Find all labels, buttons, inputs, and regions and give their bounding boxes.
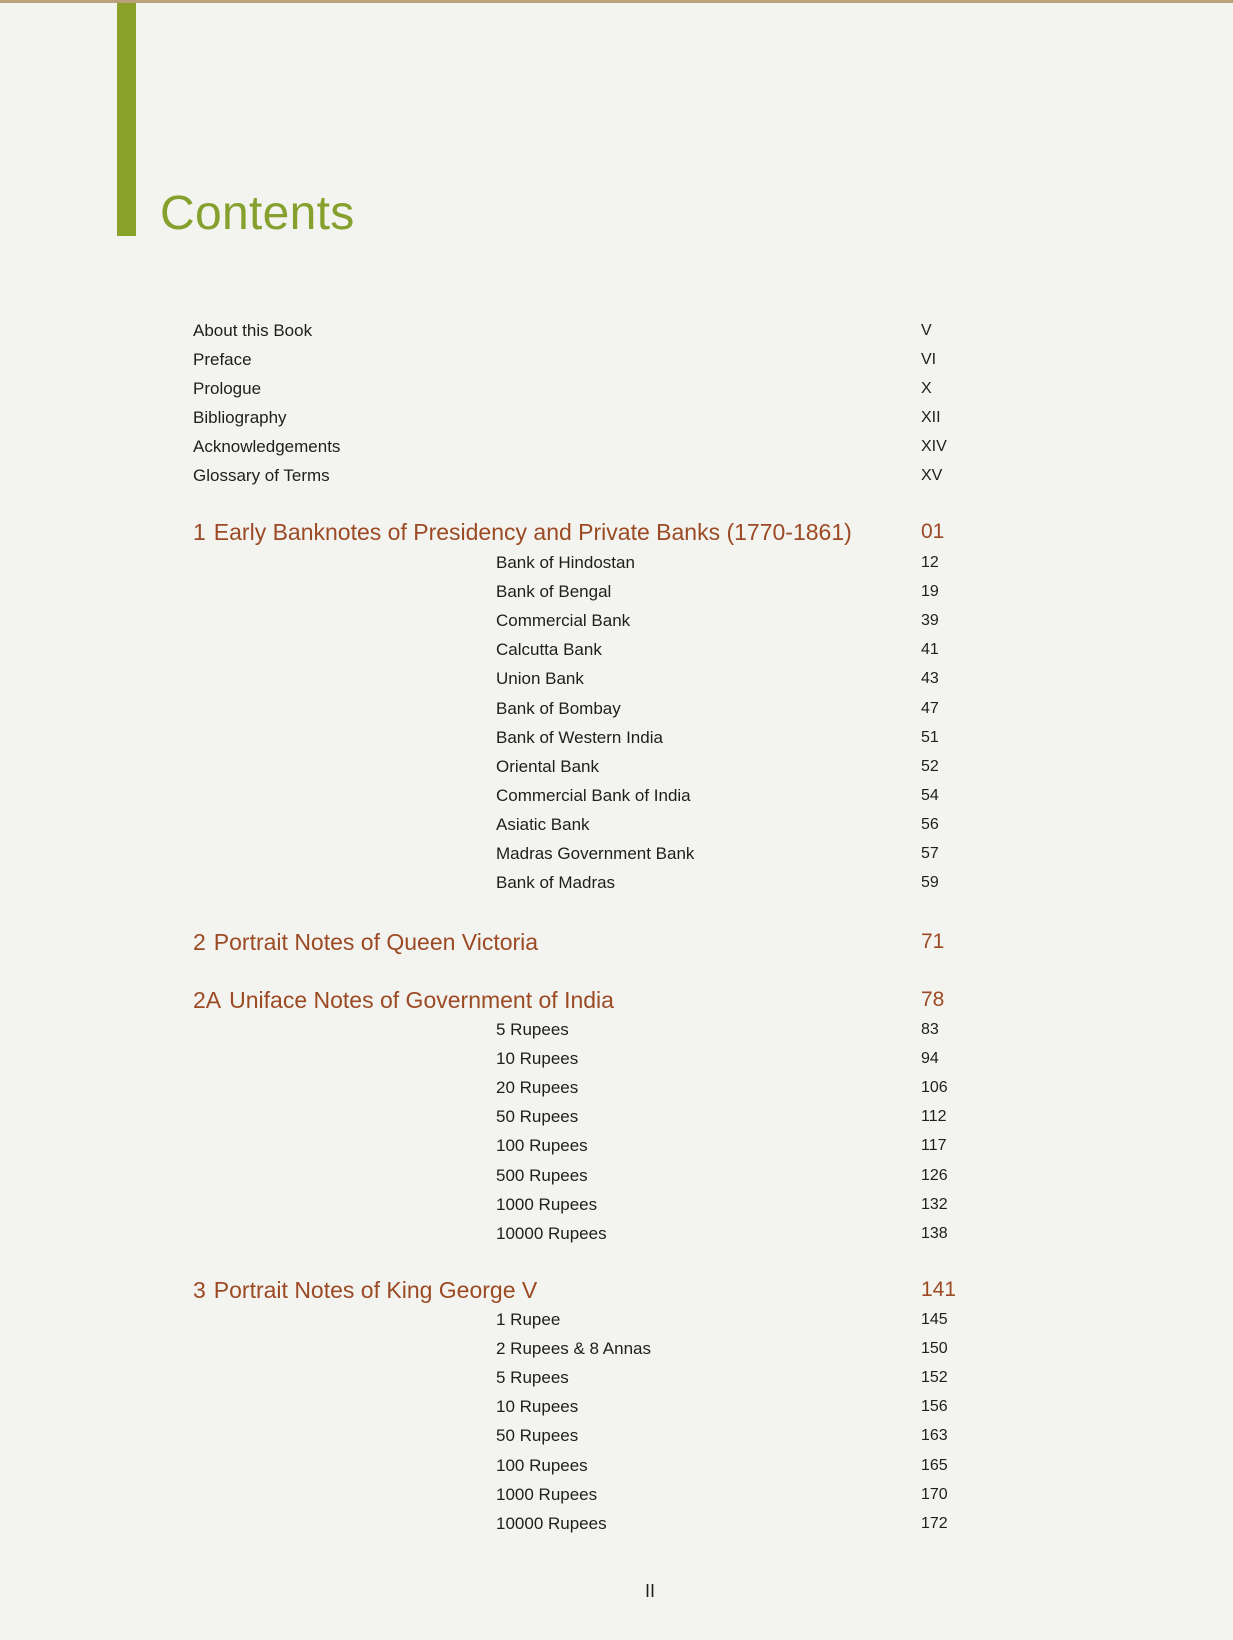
toc-entry-page: 172 — [921, 1515, 948, 1532]
toc-entry-row — [496, 754, 973, 780]
chapter-number: 1 — [193, 519, 206, 545]
toc-entry-label: Asiatic Bank — [496, 815, 590, 834]
chapter-title-text: Early Banknotes of Presidency and Private Banks (1770-1861) — [213, 519, 852, 545]
toc-entry-row — [496, 1336, 973, 1362]
toc-entry-page: 19 — [921, 583, 939, 600]
chapter-heading — [193, 515, 983, 549]
page-top-edge — [0, 0, 1233, 3]
front-matter-row — [193, 463, 973, 489]
front-matter-label: Preface — [193, 350, 252, 369]
toc-entry-page: 150 — [921, 1340, 948, 1357]
front-matter-row — [193, 376, 973, 402]
chapter-number: 2 — [193, 929, 206, 955]
toc-entry-page: 51 — [921, 729, 939, 746]
toc-entry-label: 1000 Rupees — [496, 1195, 598, 1214]
chapter-page: 141 — [921, 1278, 957, 1301]
front-matter-row — [193, 347, 973, 373]
chapter-heading — [193, 983, 983, 1017]
toc-entry-row — [496, 725, 973, 751]
toc-entry-row — [496, 1423, 973, 1449]
toc-entry-label: 1000 Rupees — [496, 1485, 598, 1504]
toc-entry-page: 152 — [921, 1369, 948, 1386]
toc-entry-label: Bank of Madras — [496, 873, 616, 892]
toc-entry-page: 156 — [921, 1398, 948, 1415]
toc-entry-page: 41 — [921, 641, 939, 658]
toc-entry-page: 47 — [921, 700, 939, 717]
toc-entry-page: 163 — [921, 1427, 948, 1444]
toc-entry-row — [496, 1453, 973, 1479]
toc-entry-page: 57 — [921, 845, 939, 862]
toc-entry-page: 94 — [921, 1050, 939, 1067]
front-matter-page: V — [921, 322, 932, 339]
toc-entry-label: 500 Rupees — [496, 1166, 588, 1185]
toc-entry-label: 50 Rupees — [496, 1426, 579, 1445]
chapter-number: 3 — [193, 1277, 206, 1303]
toc-entry-label: Commercial Bank of India — [496, 786, 691, 805]
toc-entry-row — [496, 783, 973, 809]
toc-entry-label: Madras Government Bank — [496, 844, 695, 863]
toc-entry-label: 5 Rupees — [496, 1020, 569, 1039]
toc-entry-page: 126 — [921, 1167, 948, 1184]
toc-entry-row — [496, 696, 973, 722]
chapter-title — [193, 925, 538, 959]
chapter-page: 01 — [921, 520, 945, 543]
chapter-title-text: Portrait Notes of Queen Victoria — [213, 929, 539, 955]
page-title: Contents — [160, 187, 355, 240]
front-matter-page: XII — [921, 409, 941, 426]
toc-entry-page: 12 — [921, 554, 939, 571]
toc-entry-page: 54 — [921, 787, 939, 804]
toc-entry-row — [496, 812, 973, 838]
front-matter-label: Acknowledgements — [193, 437, 341, 456]
toc-entry-row — [496, 1394, 973, 1420]
toc-entry-row — [496, 666, 973, 692]
toc-entry-row — [496, 1221, 973, 1247]
toc-entry-row — [496, 1192, 973, 1218]
toc-entry-row — [496, 1017, 973, 1043]
chapter-title — [193, 983, 614, 1017]
front-matter-row — [193, 318, 973, 344]
toc-entry-page: 59 — [921, 874, 939, 891]
toc-entry-row — [496, 579, 973, 605]
toc-entry-row — [496, 1307, 973, 1333]
page-number: II — [644, 1581, 655, 1601]
front-matter-page: XV — [921, 467, 943, 484]
toc-entry-row — [496, 1075, 973, 1101]
chapter-title — [193, 1273, 537, 1307]
front-matter-row — [193, 405, 973, 431]
front-matter-page: X — [921, 380, 932, 397]
toc-entry-label: 5 Rupees — [496, 1368, 569, 1387]
chapter-heading — [193, 1273, 983, 1307]
chapter-title — [193, 515, 852, 549]
front-matter-page: XIV — [921, 438, 947, 455]
toc-entry-label: Bank of Bengal — [496, 582, 612, 601]
accent-bar — [117, 3, 136, 236]
toc-entry-row — [496, 1163, 973, 1189]
toc-entry-label: Calcutta Bank — [496, 640, 602, 659]
toc-entry-row — [496, 841, 973, 867]
toc-entry-page: 52 — [921, 758, 939, 775]
toc-entry-row — [496, 1482, 973, 1508]
toc-entry-row — [496, 637, 973, 663]
toc-entry-label: 100 Rupees — [496, 1456, 588, 1475]
toc-entry-page: 43 — [921, 670, 939, 687]
toc-entry-label: Oriental Bank — [496, 757, 599, 776]
toc-entry-page: 138 — [921, 1225, 948, 1242]
toc-entry-label: Bank of Hindostan — [496, 553, 635, 572]
toc-entry-row — [496, 1365, 973, 1391]
toc-entry-label: 1 Rupee — [496, 1310, 561, 1329]
toc-entry-label: Commercial Bank — [496, 611, 631, 630]
toc-entry-page: 56 — [921, 816, 939, 833]
front-matter-page: VI — [921, 351, 937, 368]
toc-entry-row — [496, 870, 973, 896]
toc-entry-row — [496, 1104, 973, 1130]
toc-entry-row — [496, 1046, 973, 1072]
front-matter-label: Prologue — [193, 379, 262, 398]
toc-entry-row — [496, 1511, 973, 1537]
toc-entry-label: 10 Rupees — [496, 1049, 579, 1068]
toc-entry-row — [496, 608, 973, 634]
toc-entry-label: 100 Rupees — [496, 1136, 588, 1155]
front-matter-label: Bibliography — [193, 408, 287, 427]
toc-entry-page: 145 — [921, 1311, 948, 1328]
toc-entry-label: 10000 Rupees — [496, 1514, 607, 1533]
toc-entry-page: 117 — [921, 1137, 947, 1154]
toc-entry-page: 106 — [921, 1079, 948, 1096]
toc-entry-label: 10 Rupees — [496, 1397, 579, 1416]
front-matter-label: Glossary of Terms — [193, 466, 330, 485]
toc-entry-label: 2 Rupees & 8 Annas — [496, 1339, 652, 1358]
chapter-number: 2A — [193, 987, 222, 1013]
front-matter-label: About this Book — [193, 321, 313, 340]
chapter-heading — [193, 925, 983, 959]
toc-entry-page: 132 — [921, 1196, 948, 1213]
toc-entry-label: 20 Rupees — [496, 1078, 579, 1097]
front-matter-row — [193, 434, 973, 460]
toc-entry-label: Bank of Bombay — [496, 699, 621, 718]
chapter-page: 78 — [921, 988, 945, 1011]
chapter-page: 71 — [921, 930, 945, 953]
toc-entry-page: 112 — [921, 1108, 947, 1125]
toc-entry-label: Bank of Western India — [496, 728, 663, 747]
toc-entry-label: Union Bank — [496, 669, 584, 688]
chapter-title-text: Portrait Notes of King George V — [213, 1277, 538, 1303]
toc-entry-page: 170 — [921, 1486, 948, 1503]
chapter-title-text: Uniface Notes of Government of India — [229, 987, 614, 1013]
toc-entry-page: 165 — [921, 1457, 948, 1474]
toc-entry-label: 10000 Rupees — [496, 1224, 607, 1243]
toc-entry-label: 50 Rupees — [496, 1107, 579, 1126]
toc-entry-page: 83 — [921, 1021, 939, 1038]
toc-entry-page: 39 — [921, 612, 939, 629]
toc-entry-row — [496, 1133, 973, 1159]
toc-entry-row — [496, 550, 973, 576]
